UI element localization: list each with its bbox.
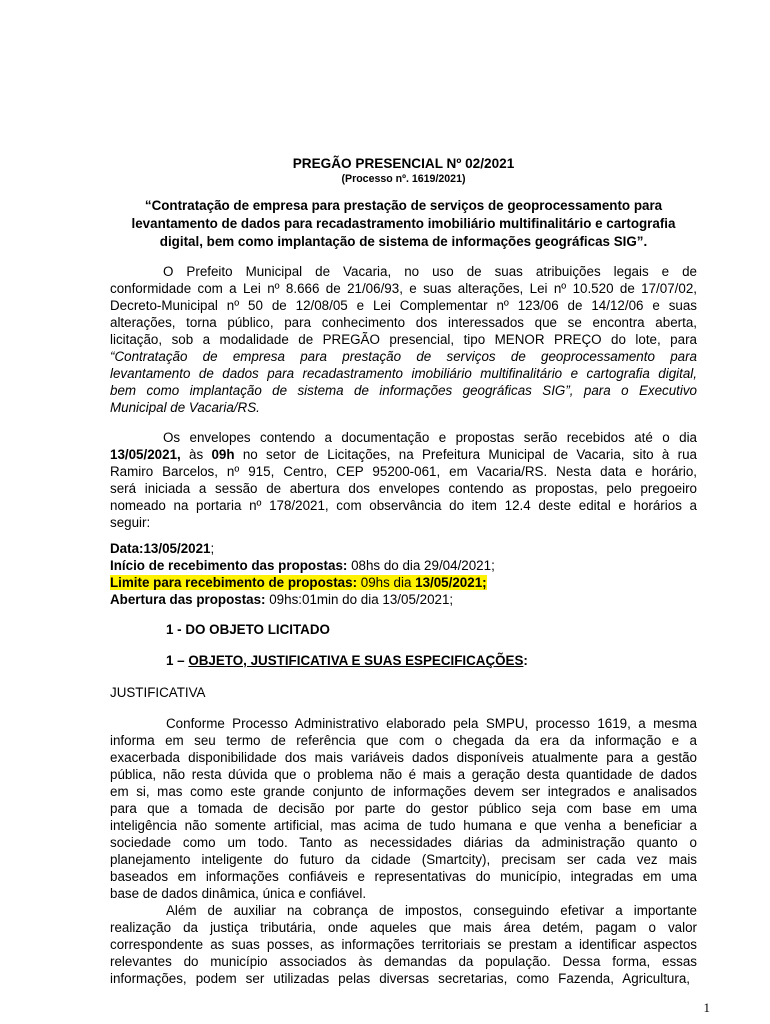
schedule-data: Data:13/05/2021; bbox=[110, 541, 215, 556]
intro-line: licitação, sob a modalidade de PREGÃO presencial, tipo MENOR PREÇO do lote, para bbox=[110, 332, 697, 347]
justificativa-line: exacerbada disponibilidade dos mais variáveis dados disponíveis atualmente para a gestão bbox=[110, 750, 697, 765]
justificativa-line: baseados em informações confiáveis e representativas do município, integradas em uma bbox=[110, 869, 697, 884]
deadline-date: 13/05/2021, bbox=[110, 447, 181, 462]
justificativa-line: planejamento inteligente do futuro da cidade (Smartcity), precisam ser cada vez mais bbox=[110, 852, 697, 867]
section-heading: 1 - DO OBJETO LICITADO bbox=[166, 622, 330, 637]
page-number: 1 bbox=[703, 1000, 710, 1015]
justificativa-line: sociedade como um todo. Tanto as necessidades diárias da administração quanto o bbox=[110, 835, 697, 850]
justificativa-heading: JUSTIFICATIVA bbox=[110, 685, 206, 700]
envelopes-line: Os envelopes contendo a documentação e propostas serão recebidos até o dia bbox=[163, 430, 697, 445]
schedule-limite: Limite para recebimento de propostas: 09hs dia 13/05/2021; bbox=[110, 575, 487, 590]
justificativa-line: para que a tomada de decisão por parte do gestor público seja com base em uma bbox=[110, 801, 697, 816]
intro-line: bem como implantação de sistema de informações geográficas SIG”, para o Executivo bbox=[110, 383, 697, 398]
object-line: “Contratação de empresa para prestação de serviços de geoprocessamento para bbox=[144, 198, 663, 213]
justificativa-line: pública, não resta dúvida que o problema não é mais a geração desta quantidade de dados bbox=[110, 767, 697, 782]
envelopes-line: será iniciada a sessão de abertura dos envelopes contendo as propostas, pelo pregoeiro bbox=[110, 481, 697, 496]
justificativa-line: Conforme Processo Administrativo elaborado pela SMPU, processo 1619, a mesma bbox=[166, 716, 697, 731]
envelopes-line: Ramiro Barcelos, nº 915, Centro, CEP 95200-061, em Vacaria/RS. Nesta data e horário, bbox=[110, 464, 697, 479]
subsection-heading: 1 – OBJETO, JUSTIFICATIVA E SUAS ESPECIFICAÇÕES: bbox=[166, 653, 528, 668]
justificativa-line: relevantes do município associados às demandas da população. Dessa forma, essas bbox=[110, 954, 697, 969]
intro-line: O Prefeito Municipal de Vacaria, no uso de suas atribuições legais e de bbox=[163, 264, 697, 279]
schedule-abertura: Abertura das propostas: 09hs:01min do dia 13/05/2021; bbox=[110, 592, 454, 607]
schedule-inicio: Início de recebimento das propostas: 08hs do dia 29/04/2021; bbox=[110, 558, 495, 573]
intro-line: “Contratação de empresa para prestação de serviços de geoprocessamento para bbox=[110, 349, 697, 364]
justificativa-line: realização da justiça tributária, onde aqueles que mais área detém, pagam o valor bbox=[110, 920, 697, 935]
object-line: levantamento de dados para recadastramento imobiliário multifinalitário e cartografia bbox=[131, 216, 676, 231]
intro-line: Decreto-Municipal nº 50 de 12/08/05 e Lei Complementar nº 123/06 de 14/12/06 e suas bbox=[110, 298, 697, 313]
intro-line: conformidade com a Lei nº 8.666 de 21/06/93, e suas alterações, Lei nº 10.520 de 17/07/02, bbox=[110, 281, 697, 296]
intro-line: alterações, torna público, para conhecimento dos interessados que se encontra aberta, bbox=[110, 315, 697, 330]
justificativa-line: informações, podem ser utilizadas pelas diversas secretarias, como Fazenda, Agricultura, bbox=[110, 971, 690, 986]
justificativa-line: correspondente as suas posses, as informações territoriais se prestam a identificar aspectos bbox=[110, 937, 697, 952]
envelopes-line: seguir: bbox=[110, 515, 151, 530]
envelopes-line: 13/05/2021, às 09h no setor de Licitações, na Prefeitura Municipal de Vacaria, sito à rua bbox=[110, 447, 697, 462]
justificativa-line: informa em seu termo de referência que com o chegada da era da informação e a bbox=[110, 733, 697, 748]
deadline-time: 09h bbox=[211, 447, 235, 462]
intro-line: Municipal de Vacaria/RS. bbox=[110, 400, 260, 415]
object-line: digital, bem como implantação de sistema de informações geográficas SIG”. bbox=[159, 234, 648, 249]
process-number: (Processo nº. 1619/2021) bbox=[341, 173, 466, 185]
intro-line: levantamento de dados para recadastramento imobiliário multifinalitário e cartografia digital, bbox=[110, 366, 697, 381]
envelopes-line: nomeado na portaria nº 178/2021, com observância do item 12.4 deste edital e horários a bbox=[110, 498, 697, 513]
justificativa-line: base de dados dinâmica, única e confiável. bbox=[110, 886, 367, 901]
document-title: PREGÃO PRESENCIAL Nº 02/2021 bbox=[292, 156, 515, 171]
justificativa-line: inteligência não somente artificial, mas acima de tudo humana e que venha a beneficiar a bbox=[110, 818, 697, 833]
justificativa-line: Além de auxiliar na cobrança de impostos, conseguindo efetivar a importante bbox=[166, 903, 697, 918]
justificativa-line: em si, mas como este grande conjunto de informações devem ser integrados e analisados bbox=[110, 784, 697, 799]
